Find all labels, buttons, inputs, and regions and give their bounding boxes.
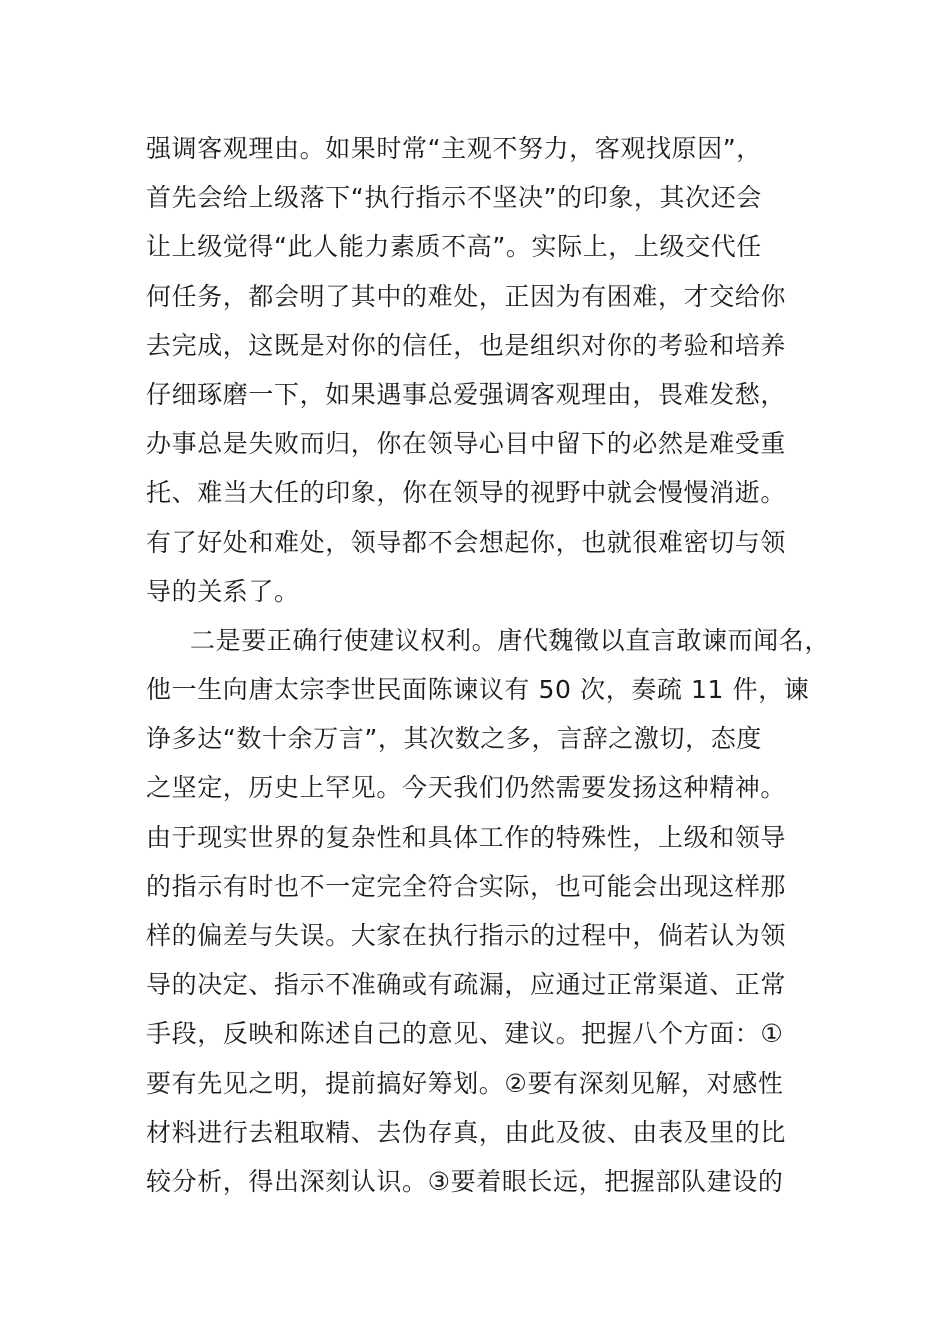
- text-line: 强调客观理由。如果时常“主观不努力，客观找原因”，: [146, 134, 762, 163]
- text-line: 较分析，得出深刻认识。③要着眼长远，把握部队建设的: [146, 1166, 784, 1196]
- text-line: 何任务，都会明了其中的难处，正因为有困难，才交给你: [146, 281, 787, 311]
- text-line: 由于现实世界的复杂性和具体工作的特殊性，上级和领导: [146, 822, 787, 852]
- text-line: 样的偏差与失误。大家在执行指示的过程中，倘若认为领: [146, 921, 787, 950]
- text-line: 让上级觉得“此人能力素质不高”。实际上，上级交代任: [146, 232, 762, 262]
- text-line: 他一生向唐太宗李世民面陈谏议有 50 次，奏疏 11 件，谏: [146, 675, 810, 705]
- text-line: 导的决定、指示不准确或有疏漏，应通过正常渠道、正常: [146, 970, 787, 1000]
- text-line: 去完成，这既是对你的信任，也是组织对你的考验和培养: [146, 330, 787, 360]
- text-line: 诤多达“数十余万言”，其次数之多，言辞之激切，态度: [146, 724, 762, 754]
- text-line: 办事总是失败而归，你在领导心目中留下的必然是难受重: [146, 429, 787, 459]
- text-line: 材料进行去粗取精、去伪存真，由此及彼、由表及里的比: [146, 1117, 787, 1147]
- text-line: 要有先见之明，提前搞好筹划。②要有深刻见解，对感性: [146, 1068, 784, 1098]
- text-line: 导的关系了。: [146, 576, 300, 606]
- text-line: 之坚定，历史上罕见。今天我们仍然需要发扬这种精神。: [146, 773, 787, 803]
- text-line: 仔细琢磨一下，如果遇事总爱强调客观理由，畏难发愁，: [146, 379, 787, 409]
- text-line: 首先会给上级落下“执行指示不坚决”的印象，其次还会: [146, 183, 762, 213]
- document-body: [146, 124, 831, 1206]
- text-line: 托、难当大任的印象，你在领导的视野中就会慢慢消逝。: [146, 478, 787, 508]
- text-line: 有了好处和难处，领导都不会想起你，也就很难密切与领: [146, 527, 787, 557]
- text-line: 手段，反映和陈述自己的意见、建议。把握八个方面：①: [146, 1019, 784, 1049]
- paragraph-start-line: 二是要正确行使建议权利。唐代魏徵以直言敢谏而闻名，: [190, 625, 831, 655]
- text-line: 的指示有时也不一定完全符合实际，也可能会出现这样那: [146, 871, 787, 901]
